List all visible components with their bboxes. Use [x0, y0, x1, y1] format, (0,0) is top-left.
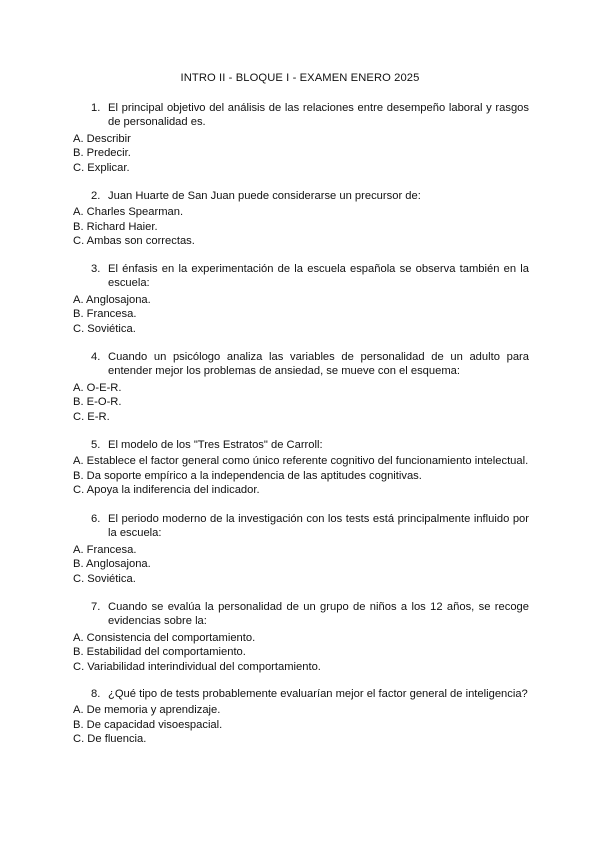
question-stem: [91, 101, 529, 130]
option-a: A. Establece el factor general como único referente cognitivo del funcionamiento intelectual.: [73, 455, 529, 468]
option-b: B. Estabilidad del comportamiento.: [73, 646, 246, 659]
option-b: B. E-O-R.: [73, 396, 122, 409]
question-3: [0, 262, 600, 336]
question-stem: [91, 687, 529, 701]
question-number: 3.: [91, 263, 101, 275]
question-1: [0, 101, 600, 175]
question-stem: [91, 438, 529, 452]
question-stem: [91, 262, 529, 291]
question-8: [0, 687, 600, 747]
question-number: 7.: [91, 601, 101, 613]
option-c: C. E-R.: [73, 410, 110, 423]
question-stem: [91, 350, 529, 379]
question-text: El principal objetivo del análisis de las relaciones entre desempeño laboral y rasgos de personalidad es.: [108, 102, 529, 129]
option-b: B. Predecir.: [73, 147, 131, 160]
option-c: C. Ambas son correctas.: [73, 235, 195, 248]
question-text: Cuando se evalúa la personalidad de un grupo de niños a los 12 años, se recoge evidencias sobre la:: [108, 601, 529, 628]
question-text: El énfasis en la experimentación de la escuela española se observa también en la escuela:: [108, 263, 529, 290]
option-c: C. Soviética.: [73, 322, 136, 335]
option-a: A. Francesa.: [73, 543, 137, 556]
question-number: 1.: [91, 102, 101, 114]
option-b: B. Richard Haier.: [73, 220, 158, 233]
question-2: [0, 189, 600, 249]
question-5: [0, 438, 600, 498]
question-number: 4.: [91, 351, 101, 363]
question-number: 8.: [91, 688, 101, 700]
question-4: [0, 350, 600, 424]
option-c: C. Apoya la indiferencia del indicador.: [73, 484, 260, 497]
option-c: C. De fluencia.: [73, 733, 147, 746]
question-text: El periodo moderno de la investigación con los tests está principalmente influido por la escuela:: [108, 513, 529, 540]
option-c: C. Explicar.: [73, 161, 130, 174]
exam-title: INTRO II - BLOQUE I - EXAMEN ENERO 2025: [180, 72, 420, 84]
question-number: 5.: [91, 439, 101, 451]
option-a: A. Anglosajona.: [73, 293, 151, 306]
option-c: C. Soviética.: [73, 572, 136, 585]
option-b: B. Anglosajona.: [73, 558, 151, 571]
question-stem: [91, 189, 529, 203]
question-text: Cuando un psicólogo analiza las variables de personalidad de un adulto para entender mejor los problemas de ansiedad, se mueve con el esquema:: [108, 351, 529, 378]
option-a: A. O-E-R.: [73, 381, 122, 394]
question-number: 6.: [91, 513, 101, 525]
question-stem: [91, 600, 529, 629]
option-c: C. Variabilidad interindividual del comportamiento.: [73, 660, 321, 673]
question-text: El modelo de los "Tres Estratos" de Carroll:: [108, 439, 323, 451]
option-a: A. Charles Spearman.: [73, 206, 184, 219]
question-text: ¿Qué tipo de tests probablemente evaluarían mejor el factor general de inteligencia?: [108, 688, 528, 700]
question-text: Juan Huarte de San Juan puede considerarse un precursor de:: [108, 190, 421, 202]
option-b: B. Francesa.: [73, 308, 137, 321]
question-7: [0, 600, 600, 674]
option-a: A. Consistencia del comportamiento.: [73, 631, 256, 644]
question-number: 2.: [91, 190, 101, 202]
question-6: [0, 512, 600, 586]
question-stem: [91, 512, 529, 541]
option-a: A. Describir: [73, 132, 131, 145]
option-b: B. De capacidad visoespacial.: [73, 718, 223, 731]
option-b: B. Da soporte empírico a la independencia de las aptitudes cognitivas.: [73, 469, 422, 482]
option-a: A. De memoria y aprendizaje.: [73, 704, 221, 717]
